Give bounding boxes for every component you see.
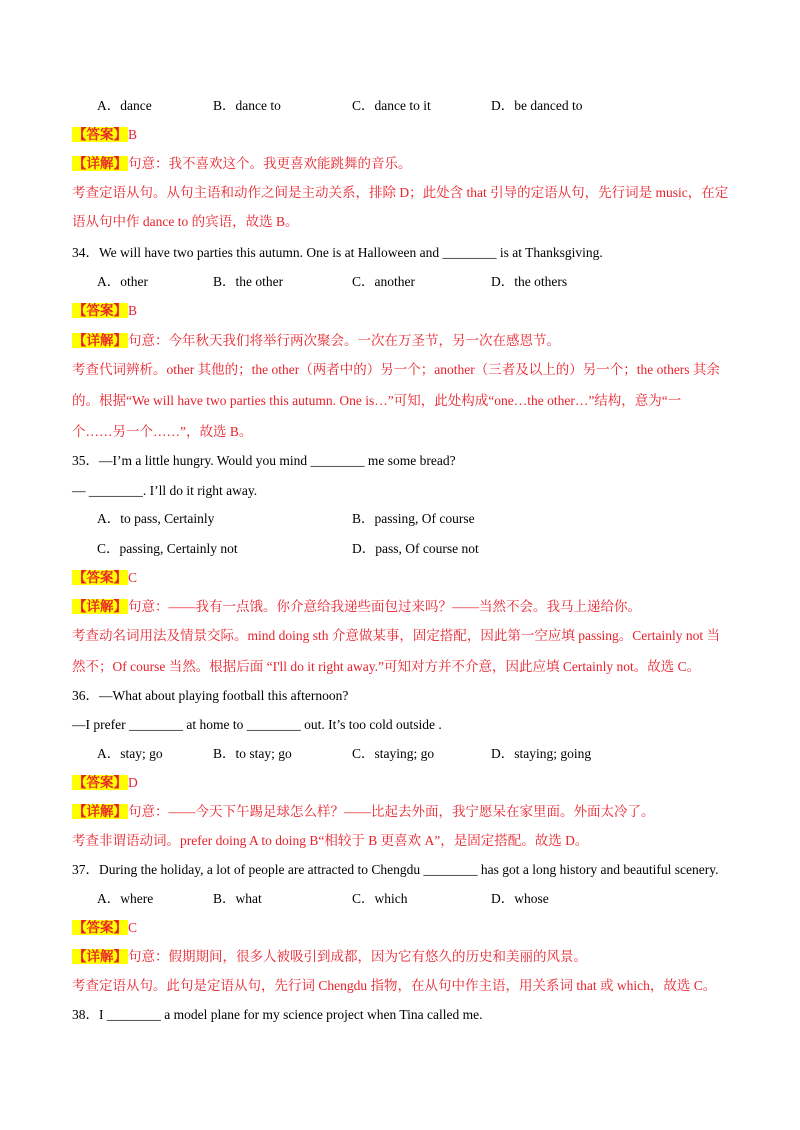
q37-detail-1: 【详解】句意：假期期间，很多人被吸引到成都，因为它有悠久的历史和美丽的风景。: [73, 949, 587, 964]
q34-detail-1: 【详解】句意：今年秋天我们将举行两次聚会。一次在万圣节，另一次在感恩节。: [73, 333, 560, 348]
q36-option-c: C．staying; go: [352, 746, 435, 761]
answer-tag: 【答案】: [73, 303, 127, 318]
q36-answer: 【答案】D: [73, 775, 138, 790]
q36-option-b: B．to stay; go: [213, 746, 292, 761]
q37-answer: 【答案】C: [73, 920, 138, 935]
q34-detail-3: 的。根据“We will have two parties this autumn. One is…”可知，此处构成“one…the other…”结构，意为“一: [72, 393, 682, 408]
q33-option-a: A．dance: [97, 98, 152, 113]
q37-detail-2: 考查定语从句。此句是定语从句，先行词 Chengdu 指物，在从句中作主语，用关系词 that 或 which，故选 C。: [72, 978, 717, 993]
q35-option-c: C．passing, Certainly not: [97, 541, 238, 556]
q35-option-a: A．to pass, Certainly: [97, 511, 215, 526]
q35-option-d: D．pass, Of course not: [352, 541, 479, 556]
q34-option-d: D．the others: [491, 274, 568, 289]
q35-detail-2: 考查动名词用法及情景交际。mind doing sth 介意做某事，固定搭配，因此第一空应填 passing。Certainly not 当: [72, 628, 720, 643]
q36-option-d: D．staying; going: [491, 746, 592, 761]
q35-detail-1: 【详解】句意：——我有一点饿。你介意给我递些面包过来吗？——当然不会。我马上递给你。: [73, 599, 641, 614]
q34-option-a: A．other: [97, 274, 148, 289]
q36-detail-2: 考查非谓语动词。prefer doing A to doing B“相较于 B 更喜欢 A”，是固定搭配。故选 D。: [72, 833, 589, 848]
answer-tag: 【答案】: [73, 127, 127, 142]
q33-option-b: B．dance to: [213, 98, 281, 113]
q35-option-b: B．passing, Of course: [352, 511, 475, 526]
answer-tag: 【答案】: [73, 775, 127, 790]
q33-detail-2: 考查定语从句。从句主语和动作之间是主动关系，排除 D；此处含 that 引导的定语从句，先行词是 music，在定: [72, 185, 729, 200]
q34-stem: 34．We will have two parties this autumn. One is at Halloween and ________ is at Thanksgiving.: [72, 245, 603, 260]
q36-stem-1: 36．—What about playing football this afternoon?: [72, 688, 349, 703]
q34-option-c: C．another: [352, 274, 415, 289]
q37-option-c: C．which: [352, 891, 408, 906]
q36-detail-1: 【详解】句意：——今天下午踢足球怎么样？——比起去外面，我宁愿呆在家里面。外面太冷了。: [73, 804, 655, 819]
q34-detail-4: 个……另一个……”，故选 B。: [72, 424, 253, 439]
q37-option-b: B．what: [213, 891, 262, 906]
answer-tag: 【答案】: [73, 920, 127, 935]
q35-stem-2: — ________. I’ll do it right away.: [72, 483, 258, 498]
q33-answer: 【答案】B: [73, 127, 138, 142]
q33-option-c: C．dance to it: [352, 98, 431, 113]
detail-tag: 【详解】: [73, 804, 127, 819]
q34-detail-2: 考查代词辨析。other 其他的；the other（两者中的）另一个；another（三者及以上的）另一个；the others 其余: [72, 362, 720, 377]
q34-option-b: B．the other: [213, 274, 284, 289]
q38-stem: 38．I ________ a model plane for my science project when Tina called me.: [72, 1007, 483, 1022]
q37-stem: 37．During the holiday, a lot of people are attracted to Chengdu ________ has got a long history and beautiful scenery.: [72, 862, 719, 877]
q33-detail-3: 语从句中作 dance to 的宾语，故选 B。: [72, 214, 299, 229]
q37-option-d: D．whose: [491, 891, 549, 906]
q33-option-d: D．be danced to: [491, 98, 583, 113]
q33-detail-1: 【详解】句意：我不喜欢这个。我更喜欢能跳舞的音乐。: [73, 156, 412, 171]
q36-option-a: A．stay; go: [97, 746, 163, 761]
detail-tag: 【详解】: [73, 949, 127, 964]
q35-detail-3: 然不；Of course 当然。根据后面 “I'll do it right away.”可知对方并不介意，因此应填 Certainly not。故选 C。: [72, 659, 701, 674]
detail-tag: 【详解】: [73, 333, 127, 348]
detail-tag: 【详解】: [73, 599, 127, 614]
q35-stem-1: 35．—I’m a little hungry. Would you mind ________ me some bread?: [72, 453, 456, 468]
detail-tag: 【详解】: [73, 156, 127, 171]
q37-option-a: A．where: [97, 891, 154, 906]
q34-answer: 【答案】B: [73, 303, 138, 318]
answer-tag: 【答案】: [73, 570, 127, 585]
q36-stem-2: —I prefer ________ at home to ________ out. It’s too cold outside .: [72, 717, 442, 732]
q35-answer: 【答案】C: [73, 570, 138, 585]
